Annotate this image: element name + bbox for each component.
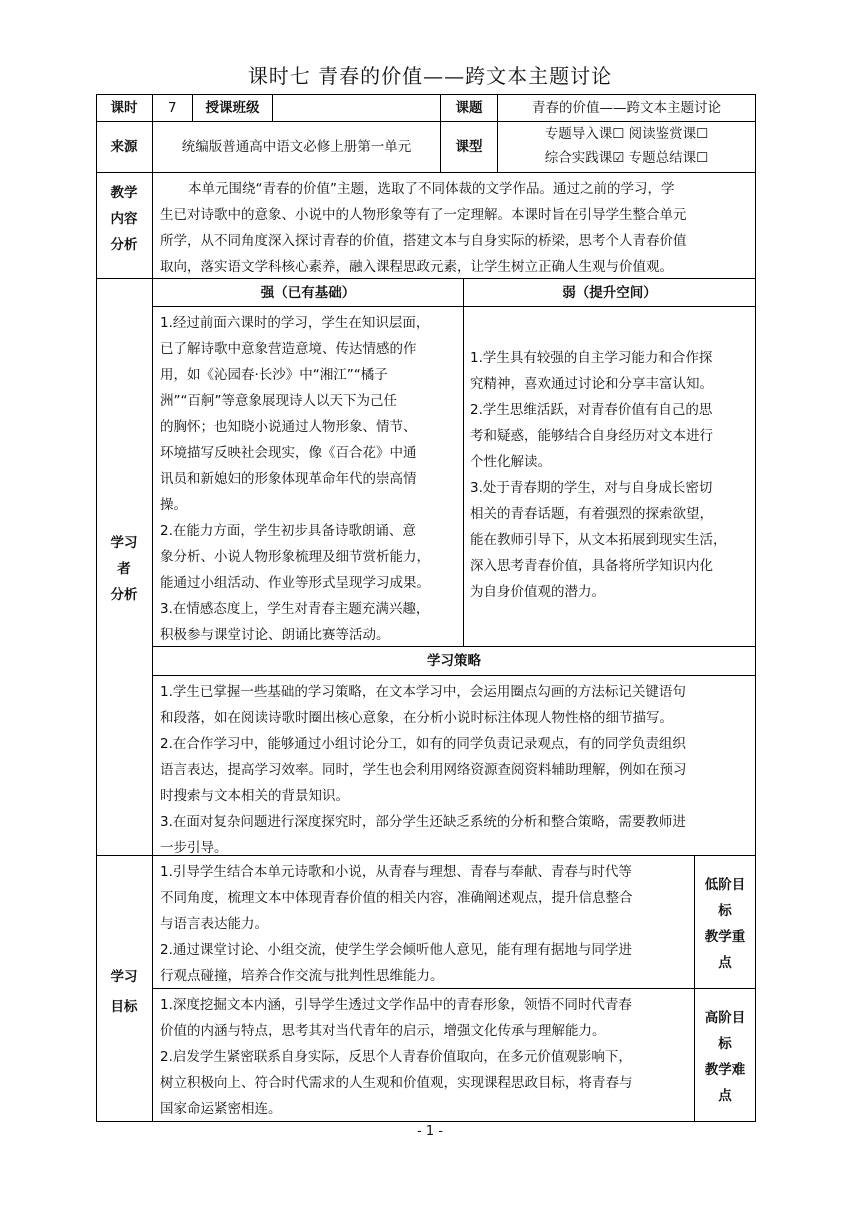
low-objectives-tag: 低阶目 标 教学重 点 (704, 877, 746, 971)
strong-header: 强（已有基础） (260, 284, 356, 301)
topic-value: 青春的价值——跨文本主题讨论 (532, 100, 721, 116)
type-line-2: 综合实践课☑ 专题总结课☐ (544, 150, 709, 166)
weak-header: 弱（提升空间） (562, 284, 657, 301)
high-objectives-tag: 高阶目 标 教学难 点 (704, 1010, 746, 1104)
source-value: 统编版普通高中语文必修上册第一单元 (181, 139, 412, 155)
type-options (498, 122, 755, 172)
objectives-label: 学习 目标 (110, 969, 138, 1015)
strategy-header: 学习策略 (427, 653, 481, 669)
page-title: 课时七 青春的价值——跨文本主题讨论 (247, 64, 613, 88)
page-number: - 1 - (417, 1124, 443, 1139)
source-label: 来源 (110, 139, 138, 155)
content-analysis-label: 教学 内容 分析 (110, 185, 138, 253)
weak-text: 1.学生具有较强的自主学习能力和合作探 究精神，喜欢通过讨论和分享丰富认知。 2.学生思维活跃，对青春价值有自己的思 考和疑惑，能够结合自身经历对文本进行 个性化解读。 3.处于青春期的学生，对与自身成长密切 相关的青春话题，有着强烈的探索欲望， 能在教师引导下，从文本拓展到现实生活， 深入思考青春价值，具备将所学知识内化 为自身价值观的潜力。 (470, 350, 727, 600)
class-label: 授课班级 (205, 100, 260, 116)
learner-analysis-label: 学习 者 分析 (110, 535, 138, 603)
lesson-label: 课时 (110, 100, 138, 116)
strategy-text: 1.学生已掌握一些基础的学习策略，在文本学习中，会运用圈点勾画的方法标记关键语句 和段落，如在阅读诗歌时圈出核心意象，在分析小说时标注体现人物性格的细节描写。 2.在合作学习中，能够通过小组讨论分工，如有的同学负责记录观点，有的同学负责组织 语言表达，提高学习效率。同时，学生也会利用网络资源查阅资料辅助理解，例如在预习 时搜索与文本相关的背景知识。 3.在面对复杂问题进行深度探究时，部分学生还缺乏系统的分析和整合策略，需要教师进 一步引导。 (160, 684, 687, 856)
type-label: 课型 (455, 139, 483, 155)
class-value[interactable] (280, 95, 440, 121)
high-objectives-text: 1.深度挖掘文本内涵，引导学生透过文学作品中的青春形象，领悟不同时代青春 价值的内涵与特点，思考其对当代青年的启示，增强文化传承与理解能力。 2.启发学生紧密联系自身实际，反思个人青春价值取向，在多元价值观影响下， 树立积极向上、符合时代需求的人生观和价值观，实现课程思政目标，将青春与 国家命运紧密相连。 (160, 997, 633, 1117)
topic-label: 课题 (455, 100, 483, 116)
lesson-value: 7 (168, 100, 177, 116)
low-objectives-text: 1.引导学生结合本单元诗歌和小说，从青春与理想、青春与奉献、青春与时代等 不同角度，梳理文本中体现青春价值的相关内容，准确阐述观点，提升信息整合 与语言表达能力。 2.通过课堂讨论、小组交流，使学生学会倾听他人意见，能有理有据地与同学进 行观点碰撞，培养合作交流与批判性思维能力。 (160, 864, 633, 984)
strong-text: 1.经过前面六课时的学习，学生在知识层面， 已了解诗歌中意象营造意境、传达情感的作 用，如《沁园春·长沙》中“湘江”“橘子 洲”“百舸”等意象展现诗人以天下为己任 的胸怀；也知晓小说通过人物形象、情节、 环境描写反映社会现实，像《百合花》中通 讯员和新媳妇的形象体现革命年代的崇高情 操。 2.在能力方面，学生初步具备诗歌朗诵、意 象分析、小说人物形象梳理及细节赏析能力， 能通过小组活动、作业等形式呈现学习成果。 3.在情感态度上，学生对青春主题充满兴趣， 积极参与课堂讨论、朗诵比赛等活动。 (160, 315, 430, 643)
content-analysis-text: 本单元围绕“青春的价值”主题，选取了不同体裁的文学作品。通过之前的学习，学 生已对诗歌中的意象、小说中的人物形象等有了一定理解。本课时旨在引导学生整合单元 所学，从不同角度深入探讨青春的价值，搭建文本与自身实际的桥梁，思考个人青春价值 取向，落实语文学科核心素养，融入课程思政元素，让学生树立正确人生观与价值观。 (160, 181, 687, 275)
type-line-1: 专题导入课☐ 阅读鉴赏课☐ (544, 126, 709, 142)
